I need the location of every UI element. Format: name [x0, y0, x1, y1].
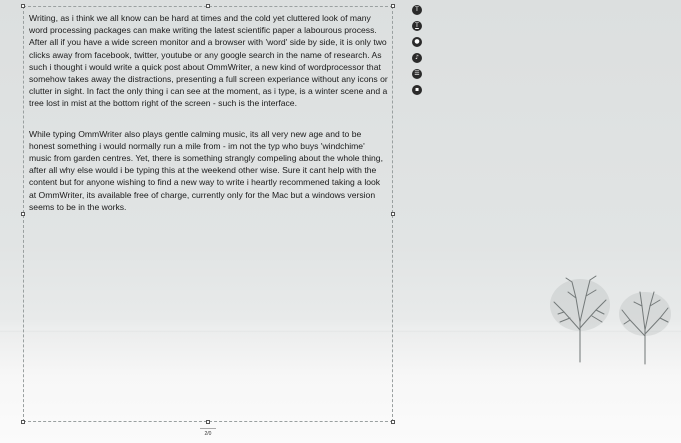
- font-button[interactable]: [412, 5, 422, 15]
- music-button[interactable]: [412, 53, 422, 63]
- tree-right: [610, 284, 680, 366]
- side-toolbar: [412, 5, 422, 101]
- music-icon: ♪: [415, 54, 419, 61]
- keyboard-sound-button[interactable]: [412, 69, 422, 79]
- resize-handle-bottom-left[interactable]: [21, 420, 25, 424]
- document-text[interactable]: [29, 12, 389, 231]
- font-icon: T: [415, 6, 419, 13]
- save-button[interactable]: [412, 85, 422, 95]
- keyboard-sound-icon: ☰: [414, 70, 420, 77]
- background-button[interactable]: [412, 37, 422, 47]
- resize-handle-right[interactable]: [391, 212, 395, 216]
- font-size-button[interactable]: [412, 21, 422, 31]
- background-icon: ●: [414, 38, 420, 45]
- resize-handle-left[interactable]: [21, 212, 25, 216]
- paragraph[interactable]: Writing, as i think we all know can be hard at times and the cold yet cluttered look of many word processing packages can make writing the latest scientific paper a labourous process. After all if you have a wide screen monitor and a browser with 'word' side by side, it is only two clicks away from facebook, twitter, youtube or any google search in the name of research. As such i thought i would write a quick post about OmmWriter, a new kind of wordprocessor that somehow takes away the distractions, presenting a full screen experiance without any icons or clutter in sight. In fact the only thing i can see at the moment, as i type, is a winter scene and a tree lost in mist at the bottom right of the screen - such is the interface.: [29, 13, 388, 109]
- page-counter: 2/0: [200, 428, 216, 439]
- tree-left: [540, 270, 620, 365]
- save-icon: ▪: [414, 86, 420, 93]
- paragraph[interactable]: While typing OmmWriter also plays gentle calming music, its all very new age and to be honest something i would normally run a mile from - im not the typ who buys 'windchime' music from garden centres. Yet, there is something strangly compeling about the whole thing, after all why else would i be typing this at the weekend other wise. Sure it cant help with the content but for anyone wishing to find a new way to write i heartly recommened taking a look at OmmWriter, its available free of charge, currently only for the Mac but a windows version seems to be in the works.: [29, 128, 383, 212]
- resize-handle-bottom[interactable]: [206, 420, 210, 424]
- resize-handle-top-right[interactable]: [391, 4, 395, 8]
- resize-handle-top-left[interactable]: [21, 4, 25, 8]
- resize-handle-top[interactable]: [206, 4, 210, 8]
- resize-handle-bottom-right[interactable]: [391, 420, 395, 424]
- font-size-icon: T: [415, 22, 419, 29]
